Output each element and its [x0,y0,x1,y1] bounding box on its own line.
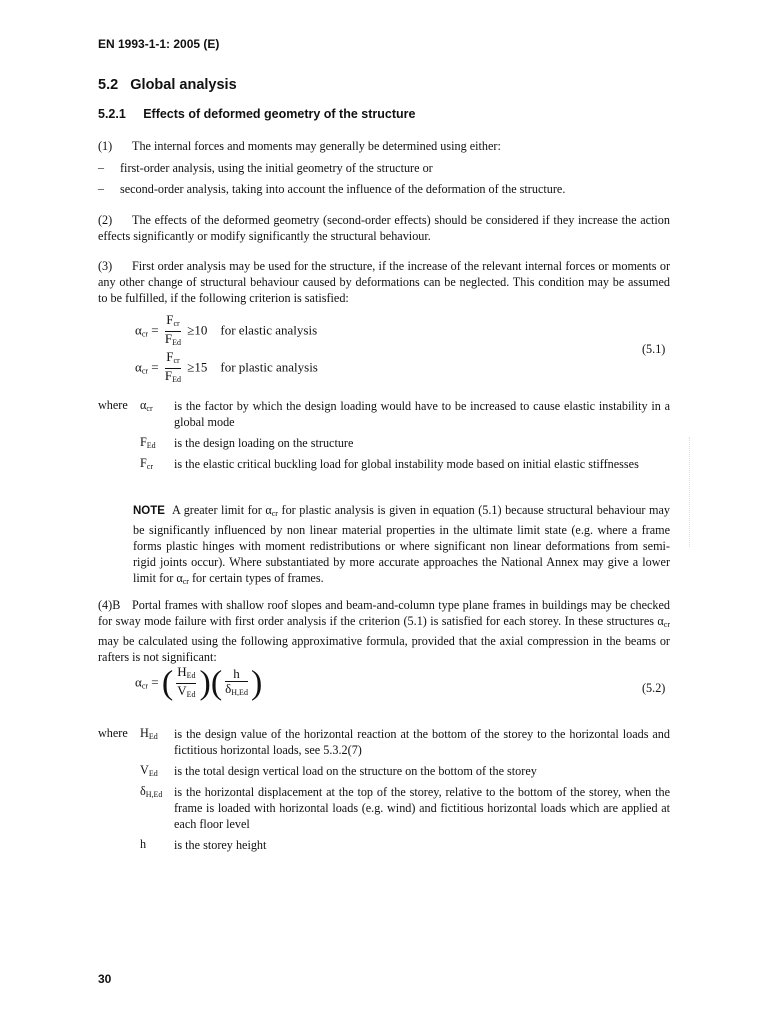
equation-5-1-line-1 [135,313,317,350]
definition-symbol [140,784,162,799]
denominator [176,684,196,702]
dash-bullet: – [98,160,104,174]
alpha-symbol: α [135,674,142,690]
paragraph-text: Portal frames with shallow roof slopes and beam-and-column type plane frames in buildings may be checked for sway mode failure with first order analysis if the criterion (5.1) is satisfied for each storey. In these structures α [98,598,670,628]
definition-text: is the elastic critical buckling load for global instability mode based on initial elastic stiffnesses [174,457,639,471]
paragraph-text: The internal forces and moments may generally be determined using either: [132,139,501,153]
symbol: h [233,666,240,681]
paragraph-text: may be calculated using the following approximative formula, provided that the axial compression in the beams or rafters is not significant: [98,634,670,664]
equation-number: (5.2) [642,681,666,695]
right-parenthesis: ) [199,664,211,702]
paragraph-text: First order analysis may be used for the structure, if the increase of the relevant internal forces or moments or any other change of structural behaviour caused by deformations can be neglected. This condition may be assumed to be fulfilled, if the following criterion is satisfied: [98,259,670,305]
right-parenthesis: ) [250,664,263,702]
fraction [165,350,181,387]
page-number: 30 [98,972,112,986]
denominator [165,332,181,350]
section-number: 5.2 [98,77,119,93]
paragraph-4 [98,597,670,665]
subscript: cr [141,329,149,339]
note-text: for plastic analysis is given in equation (5.1) because structural behaviour may be significantly influenced by non linear material properties in the ultimate limit state (e.g. where a frame forms plastic hinges with moment redistributions or where significant non linear deformations from semi-rigid joints occur). Where substantiated by more accurate approaches the National Annex may give a lower limit for α [133,503,670,585]
note-label: NOTE [133,505,165,517]
paragraph-1 [98,138,670,154]
subscript: Ed [186,671,196,680]
subscript: Ed [148,769,158,778]
section-title: Global analysis [130,77,237,93]
definition-symbol [140,837,146,852]
paragraph-number: (3) [98,259,113,273]
subscript: Ed [186,690,196,699]
symbol: δ [140,784,146,798]
subsection-number: 5.2.1 [98,107,126,121]
subscript: cr [173,356,180,365]
symbol: F [166,349,174,364]
equation-number: (5.1) [642,342,666,356]
equals-sign: = [151,359,159,375]
definition-symbol [140,726,158,741]
subscript: cr [663,620,670,629]
fraction [225,667,248,700]
list-item: second-order analysis, taking into account the influence of the deformation of the structure. [120,182,566,196]
dash-bullet: – [98,181,104,195]
symbol: V [140,763,149,777]
equals-sign: = [151,674,159,690]
definition-symbol [140,435,156,450]
definition-text: is the total design vertical load on the structure on the bottom of the storey [174,764,537,778]
inequality: ≥15 [187,359,208,375]
denominator [165,369,181,387]
subscript: Ed [172,338,181,347]
left-parenthesis: ( [161,664,174,702]
list-item: first-order analysis, using the initial geometry of the structure or [120,161,433,175]
where-label: where [98,726,128,740]
equation-5-1-line-2 [135,350,318,387]
definition-symbol [140,456,153,471]
subscript: Ed [148,732,158,741]
left-parenthesis: ( [210,664,223,702]
definition-text: is the factor by which the design loading would have to be increased to cause elastic instability in a global mode [174,399,670,429]
alpha-symbol: α [135,359,142,375]
equals-sign: = [151,322,159,338]
fraction [165,313,181,350]
subsection-title: Effects of deformed geometry of the structure [143,107,416,121]
subscript: H,Ed [231,688,248,697]
symbol: F [140,435,147,449]
subscript: cr [182,577,189,586]
document-header: EN 1993-1-1: 2005 (E) [98,37,220,51]
subsection-heading [98,107,415,121]
symbol: h [140,837,147,851]
subscript: Ed [146,441,156,450]
numerator [165,350,181,369]
definition-text: is the design loading on the structure [174,436,354,450]
alpha-symbol: α [135,322,142,338]
paragraph-text: The effects of the deformed geometry (second-order effects) should be considered if they increase the action effects significantly or modify significantly the structural behaviour. [98,213,670,243]
subscript: cr [173,319,180,328]
symbol: δ [225,681,232,696]
subscript: cr [271,509,278,518]
denominator [225,682,248,700]
subscript: H,Ed [145,790,163,799]
subscript: cr [146,462,153,471]
subscript: cr [146,404,153,413]
note-block [133,502,670,590]
fraction [176,665,196,702]
subscript: cr [141,366,149,376]
paragraph-2 [98,212,670,244]
equation-condition: for plastic analysis [220,359,318,375]
numerator [225,667,248,682]
symbol: F [164,368,173,383]
symbol: H [140,726,149,740]
definition-text: is the design value of the horizontal reaction at the bottom of the storey to the horizontal loads and fictitious horizontal loads, see 5.3.2(7) [174,727,670,757]
definition-text: is the horizontal displacement at the top of the storey, relative to the bottom of the storey, when the frame is loaded with horizontal loads (e.g. wind) and fictitious horizontal loads which are applied at each floor level [174,785,670,831]
symbol: F [140,456,147,470]
symbol: α [140,398,147,412]
margin-mark [689,437,696,547]
symbol: H [177,664,187,679]
note-text: A greater limit for α [172,503,272,517]
paragraph-3 [98,258,670,306]
numerator [176,665,196,684]
symbol: F [166,312,174,327]
section-heading [98,77,237,93]
definition-symbol [140,398,153,413]
paragraph-number: (1) [98,139,113,153]
paragraph-number: (4)B [98,598,121,612]
paragraph-number: (2) [98,213,113,227]
symbol: F [164,331,173,346]
symbol: V [177,683,187,698]
definition-symbol [140,763,158,778]
definition-text: is the storey height [174,838,267,852]
note-text: for certain types of frames. [188,571,324,585]
where-label: where [98,398,128,412]
numerator [165,313,181,332]
subscript: cr [141,681,149,691]
inequality: ≥10 [187,322,208,338]
subscript: Ed [172,375,181,384]
equation-condition: for elastic analysis [220,322,318,338]
equation-5-2 [135,665,262,702]
